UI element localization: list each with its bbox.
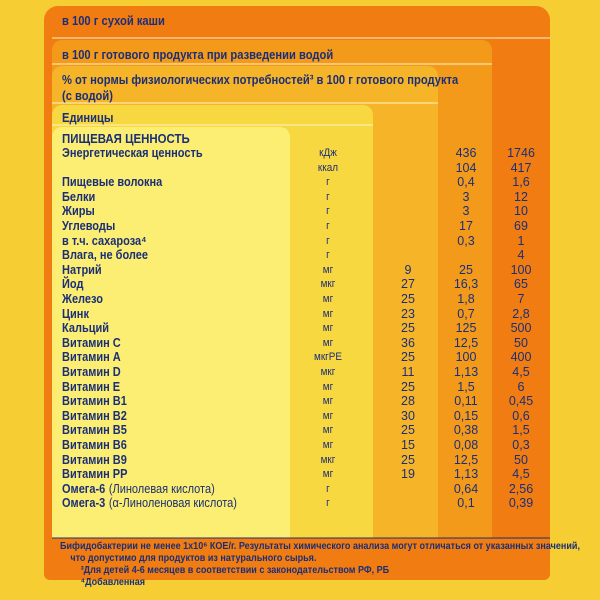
per-100g-ready-cell: 0,11 xyxy=(454,394,478,409)
per-100g-ready-cell: 1,5 xyxy=(457,379,475,394)
nutrient-name-text: Витамин А xyxy=(62,350,121,365)
per-100g-ready-cell: 0,1 xyxy=(457,496,475,511)
unit-cell: мг xyxy=(322,307,334,320)
per-100g-dry-cell: 50 xyxy=(514,452,528,467)
header-per-100g-ready: в 100 г готового продукта при разведении водой xyxy=(62,47,334,62)
per-100g-ready-cell: 3 xyxy=(462,204,470,219)
nutrient-name xyxy=(62,321,109,336)
nutrient-name-text: Пищевые волокна xyxy=(62,175,163,190)
table-row xyxy=(62,394,542,409)
footnote-3: ³Для детей 4-6 месяцев в соответствии с законодательством РФ, РБ xyxy=(80,564,390,576)
unit-cell: г xyxy=(326,482,330,495)
unit-cell: мг xyxy=(322,293,334,305)
table-row xyxy=(62,190,542,205)
unit-cell: мг xyxy=(322,439,334,451)
nutrient-name xyxy=(62,453,127,468)
unit-cell: г xyxy=(326,497,330,510)
nutrient-name-text: Витамин В9 xyxy=(62,452,127,467)
pct-norm-cell: 25 xyxy=(401,321,415,336)
unit-cell: мкг xyxy=(320,453,336,466)
pct-norm-cell: 23 xyxy=(401,306,415,321)
table-row xyxy=(62,248,542,263)
per-100g-dry-cell: 65 xyxy=(514,277,528,292)
nutrient-name xyxy=(62,292,103,307)
footnote-bifido: Бифидобактерии не менее 1х10⁶ КОЕ/г. Результаты химического анализа могут отличаться от указанных значений, xyxy=(60,540,580,552)
per-100g-dry-cell: 1746 xyxy=(507,146,535,160)
table-row xyxy=(62,263,542,278)
table-row xyxy=(62,277,542,292)
header-pct-norm: % от нормы физиологических потребностей³ в 100 г готового продукта xyxy=(62,72,459,87)
nutrient-name-text: Омега-3 xyxy=(62,496,106,511)
per-100g-ready-cell: 0,64 xyxy=(453,481,479,496)
unit-cell: г xyxy=(326,249,330,262)
per-100g-dry-cell: 0,45 xyxy=(508,394,534,409)
per-100g-dry-cell: 417 xyxy=(510,160,532,175)
nutrient-name xyxy=(62,146,203,161)
pct-norm-cell: 15 xyxy=(401,438,415,452)
nutrient-name xyxy=(62,409,127,424)
unit-cell: г xyxy=(326,205,330,218)
nutrient-name xyxy=(62,467,127,482)
pct-norm-cell: 9 xyxy=(404,262,412,277)
nutrient-name-text: Витамин В6 xyxy=(62,438,127,452)
per-100g-ready-cell: 1,13 xyxy=(453,467,479,482)
footnote-bifido-cont: что допустимо для продуктов из натурального сырья. xyxy=(70,552,317,564)
unit-cell: ккал xyxy=(317,161,339,174)
nutrient-name xyxy=(62,482,215,497)
table-row xyxy=(62,161,542,176)
nutrient-name xyxy=(62,263,102,278)
unit-cell: мг xyxy=(322,409,334,422)
per-100g-dry-cell: 0,6 xyxy=(512,408,530,423)
pct-norm-cell: 25 xyxy=(401,292,415,306)
pct-norm-cell: 19 xyxy=(401,467,415,482)
nutrient-name-text: Натрий xyxy=(62,262,102,277)
per-100g-ready-cell: 0,7 xyxy=(457,306,475,321)
per-100g-dry-cell: 2,8 xyxy=(512,306,530,321)
pct-norm-cell: 25 xyxy=(401,423,415,438)
nutrient-name-text: Витамин В2 xyxy=(62,408,127,423)
unit-cell: мкг xyxy=(320,278,336,291)
nutrient-name xyxy=(62,234,147,249)
nutrient-name-note: (α-Линоленовая кислота) xyxy=(108,496,237,511)
pct-norm-cell: 28 xyxy=(401,394,415,409)
nutrient-name-text: Энергетическая ценность xyxy=(62,146,203,160)
nutrient-name-text: Белки xyxy=(62,189,96,204)
table-row xyxy=(62,438,542,453)
per-100g-dry-cell: 400 xyxy=(510,350,532,365)
pct-norm-cell: 27 xyxy=(401,277,415,292)
header-units: Единицы xyxy=(62,110,114,125)
unit-cell: г xyxy=(326,220,330,232)
table-row xyxy=(62,234,542,249)
table-row xyxy=(62,219,542,234)
per-100g-ready-cell: 0,3 xyxy=(457,233,475,248)
nutrient-name-text: в т.ч. сахароза⁴ xyxy=(62,233,147,248)
nutrient-name xyxy=(62,190,95,205)
per-100g-dry-cell: 50 xyxy=(514,335,528,350)
per-100g-ready-cell: 0,38 xyxy=(453,423,479,438)
unit-cell: мг xyxy=(322,468,334,481)
table-row xyxy=(62,453,542,468)
table-row xyxy=(62,350,542,365)
table-row xyxy=(62,146,542,161)
table-row xyxy=(62,423,542,438)
per-100g-ready-cell: 0,4 xyxy=(457,175,475,190)
table-row xyxy=(62,321,542,336)
table-row xyxy=(62,496,542,511)
pct-norm-cell: 25 xyxy=(401,379,415,394)
nutrient-name-text: Железо xyxy=(62,292,103,306)
table-row xyxy=(62,467,542,482)
per-100g-ready-cell: 1,8 xyxy=(457,292,475,306)
nutrient-name-text: Влага, не более xyxy=(62,248,149,263)
per-100g-ready-cell: 1,13 xyxy=(453,365,479,379)
per-100g-dry-cell: 10 xyxy=(514,204,528,219)
unit-cell: г xyxy=(326,190,330,203)
table-row xyxy=(62,365,542,380)
nutrient-name-text: Цинк xyxy=(62,306,89,321)
pct-norm-cell: 30 xyxy=(401,408,415,423)
nutrient-name xyxy=(62,336,121,351)
unit-cell: мг xyxy=(322,322,334,335)
unit-cell: мг xyxy=(322,395,334,408)
table-row xyxy=(62,380,542,395)
per-100g-ready-cell: 12,5 xyxy=(453,452,479,467)
per-100g-ready-cell: 12,5 xyxy=(453,335,479,350)
unit-cell: мкг xyxy=(320,366,336,378)
nutrient-name xyxy=(62,423,127,438)
unit-cell: мг xyxy=(322,336,334,349)
per-100g-dry-cell: 100 xyxy=(510,262,532,277)
nutrient-name-text: Витамин В1 xyxy=(62,394,127,409)
unit-cell: мг xyxy=(322,424,334,437)
nutrient-name xyxy=(62,380,120,395)
per-100g-ready-cell: 100 xyxy=(455,350,477,365)
per-100g-ready-cell: 0,15 xyxy=(453,408,479,423)
table-row xyxy=(62,307,542,322)
unit-cell: мг xyxy=(322,380,334,393)
pct-norm-cell: 36 xyxy=(401,335,415,350)
table-row xyxy=(62,175,542,190)
table-row xyxy=(62,292,542,307)
nutrient-name-text: Омега-6 xyxy=(62,481,106,496)
unit-cell: мкгРЕ xyxy=(314,351,342,364)
unit-cell: кДж xyxy=(319,147,337,159)
header-per-100g-dry: в 100 г сухой каши xyxy=(62,13,165,28)
unit-cell: г xyxy=(326,234,330,247)
unit-cell: мг xyxy=(322,263,334,276)
per-100g-ready-cell: 104 xyxy=(455,160,477,175)
per-100g-dry-cell: 1 xyxy=(517,233,525,248)
header-pct-norm-note: (с водой) xyxy=(62,88,113,103)
per-100g-dry-cell: 6 xyxy=(517,379,525,394)
nutrient-name xyxy=(62,204,95,219)
per-100g-dry-cell: 0,3 xyxy=(512,438,530,452)
pct-norm-cell: 11 xyxy=(401,365,415,379)
nutrient-name xyxy=(62,394,127,409)
nutrient-name xyxy=(62,175,162,190)
per-100g-ready-cell: 3 xyxy=(462,189,470,204)
nutrient-name-text: Йод xyxy=(62,277,84,292)
nutrient-name-text: Жиры xyxy=(62,204,95,219)
per-100g-ready-cell: 125 xyxy=(455,321,477,336)
table-row xyxy=(62,409,542,424)
table-row xyxy=(62,482,542,497)
per-100g-ready-cell: 17 xyxy=(459,219,473,233)
footnote-4: ⁴Добавленная xyxy=(80,576,146,588)
per-100g-dry-cell: 4 xyxy=(517,248,525,263)
per-100g-ready-cell: 0,08 xyxy=(453,438,479,452)
section-title-text: ПИЩЕВАЯ ЦЕННОСТЬ xyxy=(62,131,190,146)
per-100g-ready-cell: 25 xyxy=(459,262,473,277)
nutrient-name-text: Витамин РР xyxy=(62,467,128,482)
per-100g-dry-cell: 12 xyxy=(514,189,528,204)
section-title xyxy=(62,131,542,146)
per-100g-ready-cell: 16,3 xyxy=(453,277,479,292)
per-100g-dry-cell: 500 xyxy=(510,321,532,336)
unit-cell: г xyxy=(326,176,330,189)
nutrient-name xyxy=(62,496,237,511)
table-row xyxy=(62,204,542,219)
per-100g-dry-cell: 2,56 xyxy=(508,481,534,496)
per-100g-dry-cell: 1,5 xyxy=(512,423,530,438)
nutrient-name-text: Витамин С xyxy=(62,335,121,350)
table-row xyxy=(62,336,542,351)
footnotes xyxy=(60,540,580,588)
pct-norm-cell: 25 xyxy=(401,452,415,467)
pct-norm-cell: 25 xyxy=(401,350,415,365)
nutrient-name xyxy=(62,307,89,322)
nutrient-name-text: Витамин D xyxy=(62,365,121,379)
nutrient-name xyxy=(62,438,127,453)
nutrient-name-text: Витамин В5 xyxy=(62,423,127,438)
per-100g-dry-cell: 69 xyxy=(514,219,528,233)
nutrient-name xyxy=(62,365,121,380)
nutrient-name xyxy=(62,350,121,365)
per-100g-ready-cell: 436 xyxy=(455,146,477,160)
nutrient-name-text: Витамин Е xyxy=(62,379,121,394)
nutrient-name-text: Кальций xyxy=(62,321,110,336)
per-100g-dry-cell: 4,5 xyxy=(512,365,530,379)
per-100g-dry-cell: 1,6 xyxy=(512,175,530,190)
nutrient-name xyxy=(62,219,115,234)
nutrient-name-note: (Линолевая кислота) xyxy=(108,481,215,496)
nutrient-name xyxy=(62,248,148,263)
per-100g-dry-cell: 4,5 xyxy=(512,467,530,482)
nutrient-name-text: Углеводы xyxy=(62,219,116,233)
per-100g-dry-cell: 7 xyxy=(517,292,525,306)
per-100g-dry-cell: 0,39 xyxy=(508,496,534,511)
nutrient-name xyxy=(62,277,83,292)
